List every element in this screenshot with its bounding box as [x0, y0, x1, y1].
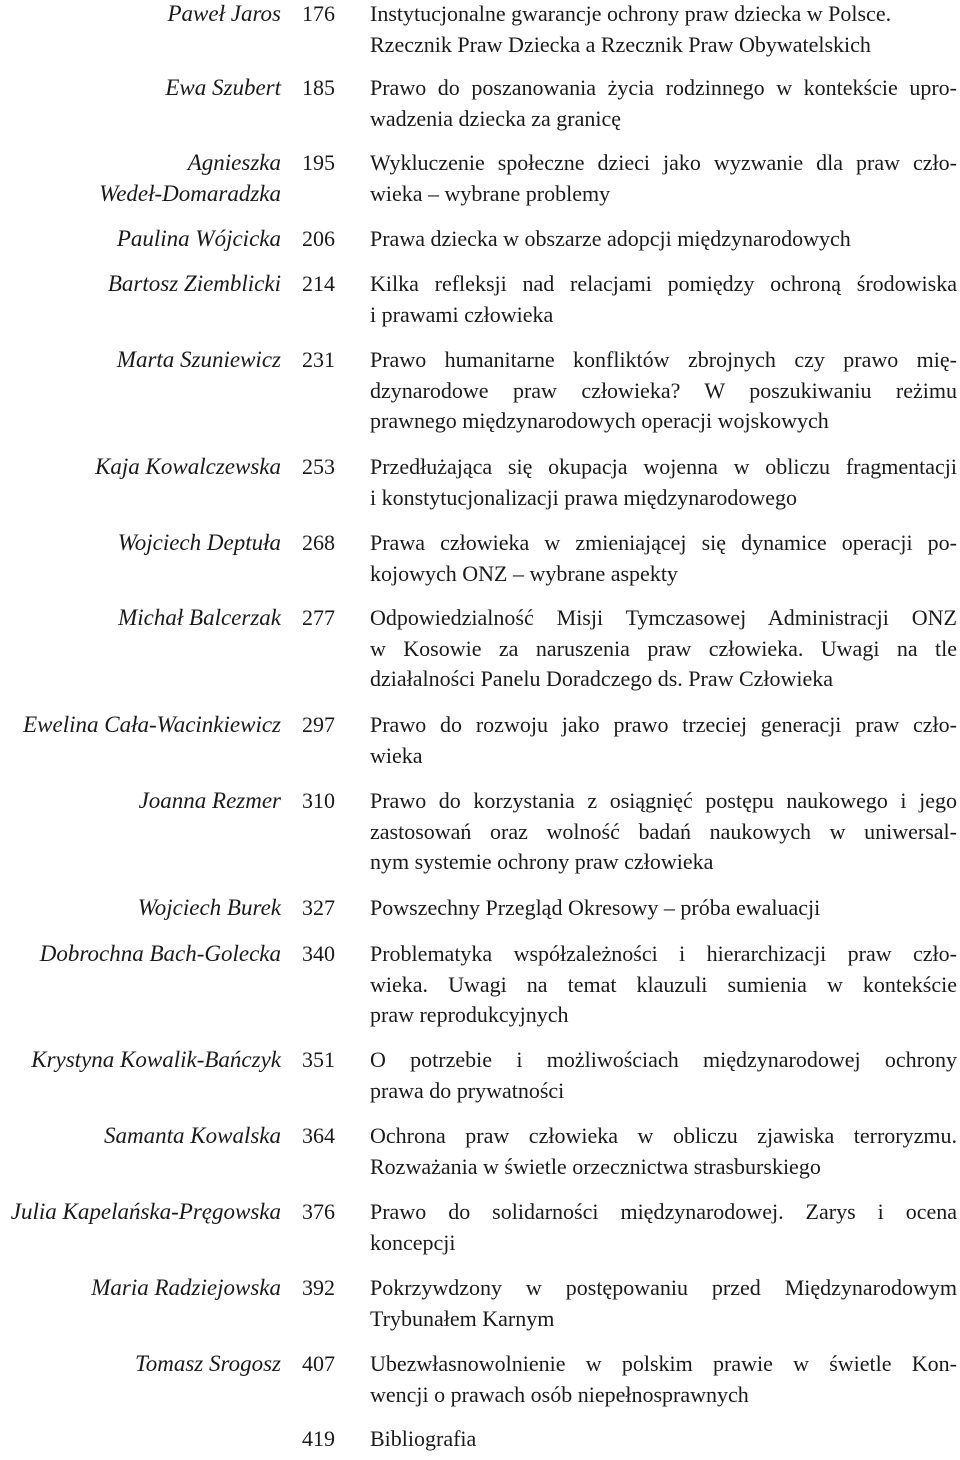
- entry-page-number: 327: [302, 895, 335, 920]
- title-line: Pokrzywdzony w postępowaniu przed Międzynarodowym: [370, 1275, 957, 1300]
- entry-page-number: 364: [302, 1123, 335, 1148]
- title-line: i konstytucjonalizacji prawa międzynarodowego: [370, 484, 798, 510]
- title-line: Instytucjonalne gwarancje ochrony praw dziecka w Polsce.: [370, 1, 892, 26]
- author-line: Dobrochna Bach-Golecka: [39, 941, 281, 966]
- title-line: Kilka refleksji nad relacjami pomiędzy ochroną środowiska: [370, 271, 957, 296]
- title-line: wieka – wybrane problemy: [370, 180, 611, 206]
- entry-author: [0, 1121, 281, 1152]
- entry-title: [370, 1424, 957, 1455]
- title-line: Prawa dziecka w obszarze adopcji międzynarodowych: [370, 226, 851, 251]
- title-line: Prawo humanitarne konfliktów zbrojnych czy prawo mię-: [370, 347, 957, 372]
- author-line: Samanta Kowalska: [104, 1123, 281, 1148]
- author-line: Krystyna Kowalik-Bańczyk: [31, 1047, 281, 1072]
- entry-page-number: 206: [302, 226, 335, 251]
- title-line: praw reprodukcyjnych: [370, 1002, 569, 1027]
- entry-page-number: 310: [302, 788, 335, 813]
- entry-title: [370, 786, 957, 878]
- entry-page-number: 351: [302, 1047, 335, 1072]
- title-line: O potrzebie i możliwościach międzynarodowej ochrony: [370, 1047, 957, 1072]
- entry-page-number: 176: [302, 1, 335, 26]
- entry-author: [0, 224, 281, 255]
- entry-title: [370, 148, 957, 209]
- entry-author: [0, 1273, 281, 1304]
- title-line: zastosowań oraz wolność badań naukowych w uniwersal-: [370, 818, 957, 844]
- author-line: Maria Radziejowska: [91, 1275, 281, 1300]
- entry-title: [370, 0, 957, 60]
- author-line: Agnieszka: [187, 150, 281, 175]
- title-line: Rzecznik Praw Dziecka a Rzecznik Praw Obywatelskich: [370, 31, 871, 57]
- entry-title: [370, 224, 957, 255]
- title-line: Prawa człowieka w zmieniającej się dynamice operacji po-: [370, 530, 957, 555]
- entry-page-number: 407: [302, 1351, 335, 1376]
- title-line: kojowych ONZ – wybrane aspekty: [370, 560, 678, 586]
- title-line: Rozważania w świetle orzecznictwa strasburskiego: [370, 1153, 821, 1179]
- entry-title: [370, 528, 957, 589]
- entry-page-number: 277: [302, 605, 335, 630]
- entry-page-number: 231: [302, 347, 335, 372]
- title-line: Ochrona praw człowieka w obliczu zjawiska terroryzmu.: [370, 1123, 957, 1148]
- title-line: dzynarodowe praw człowieka? W poszukiwaniu reżimu: [370, 377, 957, 403]
- entry-author: [0, 528, 281, 559]
- entry-page-number: 340: [302, 941, 335, 966]
- entry-title: [370, 269, 957, 330]
- title-line: i prawami człowieka: [370, 301, 554, 327]
- author-line: Tomasz Srogosz: [135, 1351, 281, 1376]
- author-line: Wedeł-Domaradzka: [99, 180, 281, 206]
- author-line: Paulina Wójcicka: [116, 226, 281, 251]
- entry-author: [0, 345, 281, 376]
- title-line: Ubezwłasnowolnienie w polskim prawie w świetle Kon-: [370, 1351, 957, 1376]
- entry-author: [0, 269, 281, 300]
- title-line: koncepcji: [370, 1229, 456, 1255]
- title-line: wieka. Uwagi na temat klauzuli sumienia w kontekście: [370, 971, 957, 997]
- title-line: Prawo do rozwoju jako prawo trzeciej generacji praw czło-: [370, 712, 957, 737]
- entry-title: [370, 73, 957, 134]
- entry-page-number: 419: [302, 1426, 335, 1451]
- title-line: w Kosowie za naruszenia praw człowieka. Uwagi na tle: [370, 635, 957, 661]
- title-line: działalności Panelu Doradczego ds. Praw Człowieka: [370, 666, 834, 691]
- entry-author: [0, 0, 281, 30]
- title-line: wadzenia dziecka za granicę: [370, 105, 621, 131]
- entry-title: [370, 1273, 957, 1334]
- title-line: Prawo do solidarności międzynarodowej. Zarys i ocena: [370, 1199, 957, 1224]
- entry-title: [370, 1197, 957, 1258]
- title-line: Prawo do poszanowania życia rodzinnego w kontekście upro-: [370, 75, 957, 100]
- title-line: Trybunałem Karnym: [370, 1305, 555, 1331]
- entry-author: [0, 893, 281, 924]
- title-line: Problematyka współzależności i hierarchizacji praw czło-: [370, 941, 957, 966]
- entry-author: [0, 452, 281, 483]
- title-line: Bibliografia: [370, 1426, 477, 1451]
- entry-author: [0, 939, 281, 970]
- title-line: Powszechny Przegląd Okresowy – próba ewaluacji: [370, 895, 821, 920]
- entry-author: [0, 73, 281, 104]
- title-line: nym systemie ochrony praw człowieka: [370, 849, 714, 874]
- author-line: Ewa Szubert: [165, 75, 281, 100]
- author-line: Marta Szuniewicz: [116, 347, 281, 372]
- author-line: Wojciech Deptuła: [117, 530, 281, 555]
- entry-title: [370, 1349, 957, 1410]
- entry-title: [370, 1121, 957, 1182]
- entry-page-number: 297: [302, 712, 335, 737]
- entry-author: [0, 786, 281, 817]
- author-line: Bartosz Ziemblicki: [107, 271, 281, 296]
- author-line: Ewelina Cała-Wacinkiewicz: [23, 712, 281, 737]
- entry-page-number: 195: [302, 150, 335, 175]
- entry-page-number: 214: [302, 271, 335, 296]
- entry-page-number: 268: [302, 530, 335, 555]
- entry-title: [370, 939, 957, 1031]
- title-line: Wykluczenie społeczne dzieci jako wyzwanie dla praw czło-: [370, 150, 957, 175]
- author-line: Michał Balcerzak: [118, 605, 281, 630]
- entry-page-number: 376: [302, 1199, 335, 1224]
- author-line: Kaja Kowalczewska: [95, 454, 281, 479]
- entry-page-number: 392: [302, 1275, 335, 1300]
- entry-author: [0, 710, 281, 741]
- entry-title: [370, 1045, 957, 1106]
- entry-author: [0, 603, 281, 634]
- entry-author: [0, 1045, 281, 1076]
- entry-title: [370, 452, 957, 513]
- entry-title: [370, 710, 957, 771]
- author-line: Julia Kapelańska-Pręgowska: [10, 1199, 281, 1224]
- entry-title: [370, 603, 957, 695]
- entry-page-number: 253: [302, 454, 335, 479]
- entry-title: [370, 345, 957, 437]
- title-line: wieka: [370, 742, 423, 768]
- author-line: Joanna Rezmer: [138, 788, 281, 813]
- entry-author: [0, 1197, 281, 1228]
- entry-author: [0, 148, 281, 209]
- title-line: Prawo do korzystania z osiągnięć postępu naukowego i jego: [370, 788, 957, 813]
- entry-author: [0, 1349, 281, 1380]
- entry-title: [370, 893, 957, 924]
- entry-page-number: 185: [302, 75, 335, 100]
- author-line: Wojciech Burek: [137, 895, 281, 920]
- title-line: prawa do prywatności: [370, 1077, 565, 1103]
- author-line: Paweł Jaros: [167, 1, 281, 26]
- title-line: Odpowiedzialność Misji Tymczasowej Administracji ONZ: [370, 605, 957, 630]
- title-line: wencji o prawach osób niepełnosprawnych: [370, 1381, 749, 1407]
- title-line: prawnego międzynarodowych operacji wojskowych: [370, 408, 829, 433]
- title-line: Przedłużająca się okupacja wojenna w obliczu fragmentacji: [370, 454, 957, 479]
